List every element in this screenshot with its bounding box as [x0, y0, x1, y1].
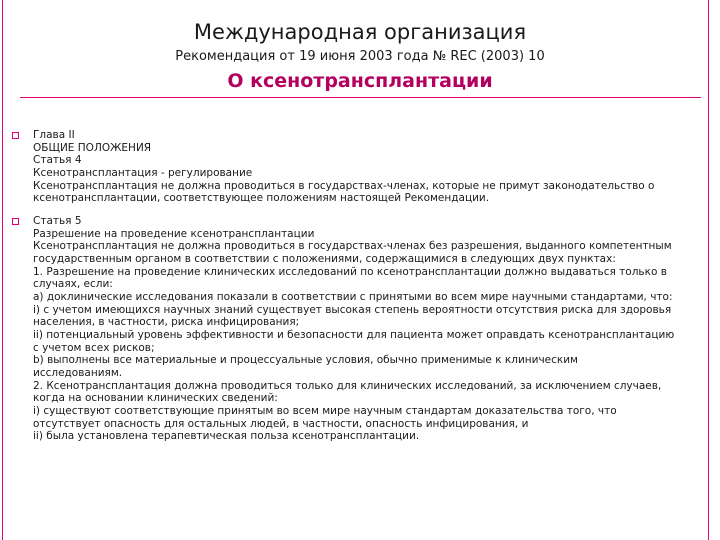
text-line: Глава II: [33, 129, 75, 141]
heading-divider: [20, 97, 701, 98]
text-line: b) выполнены все материальные и процессуальные условия, обычно применимые к клиническим: [33, 354, 578, 367]
article-4-block: [33, 129, 713, 205]
text-line: 2. Ксенотрансплантация должна проводиться только для клинических исследований, за исключением случаев,: [33, 379, 662, 392]
text-line: Ксенотрансплантация не должна проводиться в государствах-членах, которые не примут законодательство о: [33, 179, 655, 192]
text-line: Ксенотрансплантация не должна проводиться в государствах-членах без разрешения, выданного компетентным: [33, 240, 672, 253]
text-line: отсутствует опасность для остальных людей, в частности, опасность инфицирования, и: [33, 417, 529, 430]
page-subtitle: Рекомендация от 19 июня 2003 года № REC (2003) 10: [175, 49, 545, 64]
text-line: 1. Разрешение на проведение клинических исследований по ксенотрансплантации должно выдаваться только в: [33, 265, 667, 278]
text-line: ксенотрансплантации, соответствующее положениям настоящей Рекомендации.: [33, 192, 490, 205]
text-line: ii) была установлена терапевтическая польза ксенотрансплантации.: [33, 430, 420, 443]
text-line: Статья 4: [33, 154, 82, 167]
text-line: государственным органом в соответствии с положениями, содержащимися в следующих двух пунктах:: [33, 252, 616, 265]
text-line: Ксенотрансплантация - регулирование: [33, 166, 253, 179]
text-line: ОБЩИЕ ПОЛОЖЕНИЯ: [33, 141, 152, 154]
text-line: i) существуют соответствующие принятым во всем мире научным стандартам доказательства того, что: [33, 404, 617, 417]
text-line: Статья 5: [33, 215, 82, 227]
page-title: Международная организация: [193, 20, 527, 44]
text-line: когда на основании клинических сведений:: [33, 392, 278, 405]
text-line: i) с учетом имеющихся научных знаний существует высокая степень вероятности отсутствия риска для здоровья: [33, 303, 672, 316]
square-bullet-icon: [12, 132, 19, 139]
section-heading: О ксенотрансплантации: [227, 70, 493, 92]
text-line: a) доклинические исследования показали в соответствии с принятыми во всем мире научными стандартами, что:: [33, 290, 673, 303]
text-line: с учетом всех рисков;: [33, 341, 155, 354]
article-5-block: [33, 215, 713, 443]
square-bullet-icon: [12, 218, 19, 225]
text-line: населения, в частности, риска инфицирования;: [33, 316, 300, 329]
text-line: ii) потенциальный уровень эффективности и безопасности для пациента может оправдать ксенотрансплантацию: [33, 328, 675, 341]
text-line: Разрешение на проведение ксенотрансплантации: [33, 227, 315, 240]
text-line: случаях, если:: [33, 278, 113, 291]
text-line: исследованиям.: [33, 366, 123, 379]
